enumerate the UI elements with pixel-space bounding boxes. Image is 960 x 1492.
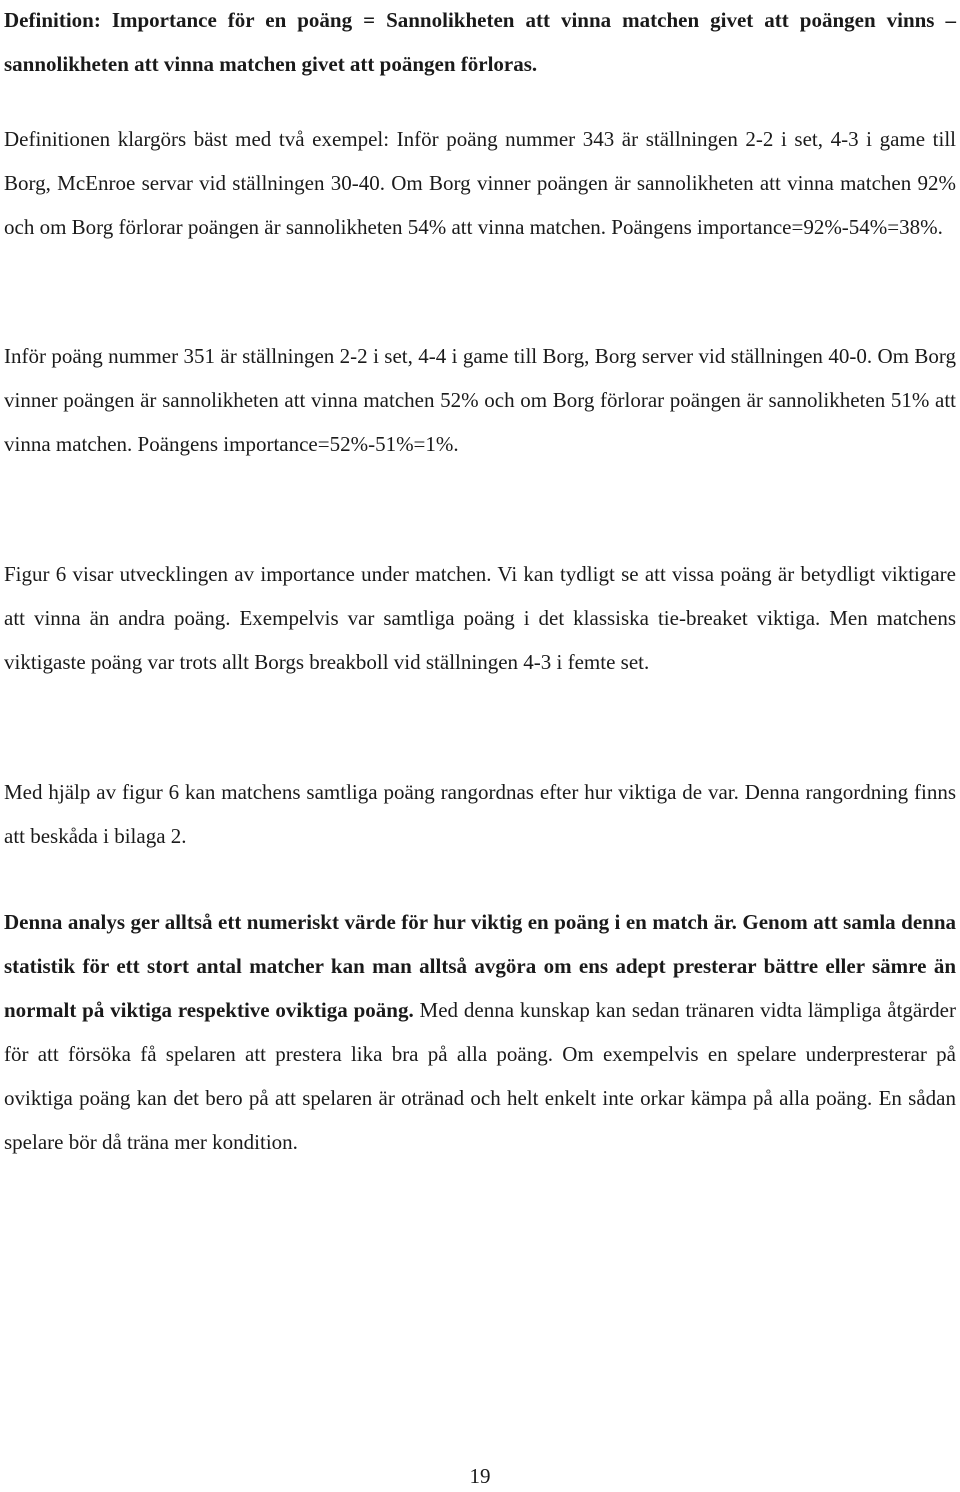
analysis-paragraph (4, 900, 956, 1164)
figure-6-paragraph: Figur 6 visar utvecklingen av importance under matchen. Vi kan tydligt se att vissa poäng är betydligt viktigare att vinna än andra poäng. Exempelvis var samtliga poäng i det klassiska tie-breaket viktiga. Men matchens viktigaste poäng var trots allt Borgs breakboll vid ställningen 4-3 i femte set. (4, 562, 956, 674)
analysis-bold-text: Denna analys ger alltså ett numeriskt värde för hur viktig en poäng i en match är. Genom att samla denna statistik för ett stort antal matcher kan man alltså avgöra om ens adept presterar bättre eller sämre än normalt på viktiga respektive oviktiga poäng. (4, 910, 956, 1022)
page-number: 19 (469, 1464, 491, 1488)
ranking-paragraph: Med hjälp av figur 6 kan matchens samtliga poäng rangordnas efter hur viktiga de var. Denna rangordning finns att beskåda i bilaga 2. (4, 780, 956, 848)
analysis-regular-text: Med denna kunskap kan sedan tränaren vidta lämpliga åtgärder för att försöka få spelaren att prestera lika bra på alla poäng. Om exempelvis en spelare underpresterar på oviktiga poäng kan det bero på att spelaren är otränad och helt enkelt inte orkar kämpa på alla poäng. En sådan spelare bör då träna mer kondition. (4, 998, 956, 1154)
example-paragraph-2: Inför poäng nummer 351 är ställningen 2-2 i set, 4-4 i game till Borg, Borg server vid ställningen 40-0. Om Borg vinner poängen är sannolikheten att vinna matchen 52% och om Borg förlorar poängen är sannolikheten 51% att vinna matchen. Poängens importance=52%-51%=1%. (4, 344, 956, 456)
example-paragraph-1: Definitionen klargörs bäst med två exempel: Inför poäng nummer 343 är ställningen 2-2 i set, 4-3 i game till Borg, McEnroe servar vid ställningen 30-40. Om Borg vinner poängen är sannolikheten att vinna matchen 92% och om Borg förlorar poängen är sannolikheten 54% att vinna matchen. Poängens importance=92%-54%=38%. (4, 127, 956, 239)
definition-paragraph: Definition: Importance för en poäng = Sannolikheten att vinna matchen givet att poängen vinns – sannolikheten att vinna matchen givet att poängen förloras. (4, 8, 956, 76)
